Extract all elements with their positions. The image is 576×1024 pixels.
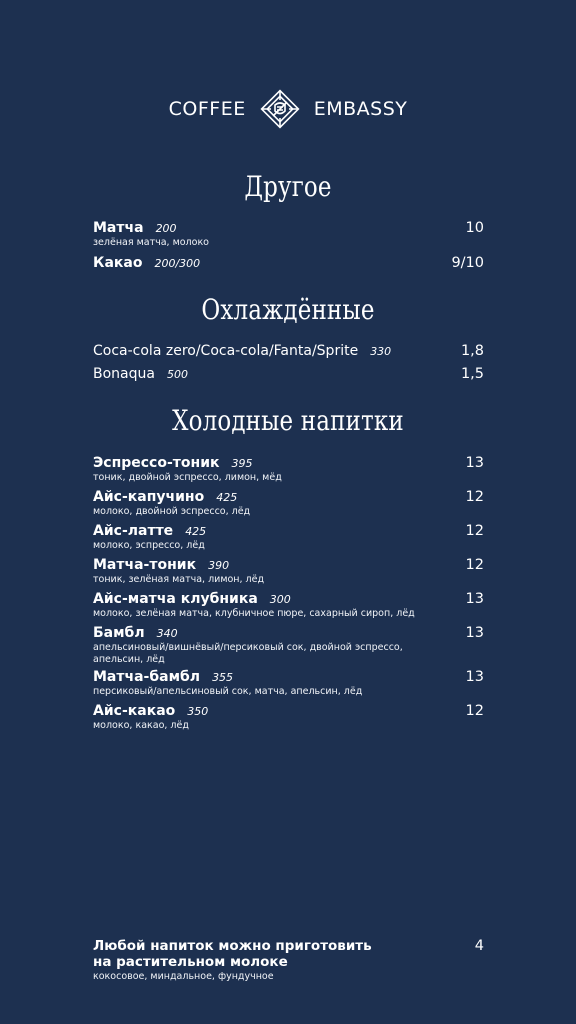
- plant-milk-note-title: Любой напиток можно приготовить на растительном молоке: [93, 938, 372, 970]
- brand-logo: [0, 86, 576, 132]
- item-description: тоник, зелёная матча, лимон, лёд: [93, 574, 265, 585]
- item-price: 13: [465, 591, 484, 607]
- item-price: 13: [465, 625, 484, 641]
- item-price: 12: [465, 489, 484, 505]
- coffee-embassy-emblem-icon: [258, 87, 302, 131]
- item-volume: 355: [212, 671, 234, 684]
- item-name: Айс-какао: [93, 703, 176, 719]
- menu-item: [93, 591, 484, 620]
- item-name: Айс-латте: [93, 523, 174, 539]
- item-volume: 300: [269, 593, 291, 606]
- item-description: молоко, какао, лёд: [93, 720, 189, 731]
- brand-word-right: EMBASSY: [313, 98, 408, 120]
- item-price: 12: [465, 703, 484, 719]
- item-description: апельсиновый/вишнёвый/персиковый сок, двойной эспрессо, апельсин, лёд: [93, 642, 403, 665]
- menu-item: [93, 625, 484, 665]
- item-volume: 350: [187, 705, 209, 718]
- section-title-chilled: Охлаждённые: [201, 293, 375, 326]
- item-name: Coca-cola zero/Coca-cola/Fanta/Sprite: [93, 343, 359, 359]
- menu-item: [93, 455, 484, 484]
- item-name: Какао: [93, 255, 143, 271]
- plant-milk-price: 4: [474, 938, 484, 954]
- item-volume: 340: [156, 627, 178, 640]
- item-description: молоко, эспрессо, лёд: [93, 540, 205, 551]
- item-description: молоко, двойной эспрессо, лёд: [93, 506, 251, 517]
- menu-item: [93, 489, 484, 518]
- item-price: 9/10: [451, 255, 484, 271]
- section-title-cold-drinks: Холодные напитки: [172, 404, 404, 437]
- item-name: Айс-капучино: [93, 489, 205, 505]
- item-volume: 500: [166, 368, 188, 381]
- item-price: 12: [465, 557, 484, 573]
- menu-item: [93, 523, 484, 552]
- menu-item: [93, 343, 484, 359]
- item-volume: 395: [231, 457, 253, 470]
- plant-milk-note: [93, 938, 484, 983]
- item-description: зелёная матча, молоко: [93, 237, 209, 248]
- menu-item: [93, 703, 484, 732]
- menu-item: [93, 557, 484, 586]
- item-volume: 200: [155, 222, 177, 235]
- item-price: 13: [465, 455, 484, 471]
- item-price: 10: [465, 220, 484, 236]
- menu-item: [93, 255, 484, 271]
- item-price: 12: [465, 523, 484, 539]
- item-name: Матча: [93, 220, 144, 236]
- section-title-other: Другое: [244, 170, 332, 203]
- item-volume: 425: [185, 525, 207, 538]
- plant-milk-options: кокосовое, миндальное, фундучное: [93, 971, 274, 982]
- item-volume: 425: [216, 491, 238, 504]
- item-volume: 200/300: [154, 257, 201, 270]
- item-price: 1,5: [460, 366, 484, 382]
- item-description: персиковый/апельсиновый сок, матча, апельсин, лёд: [93, 686, 363, 697]
- item-price: 13: [465, 669, 484, 685]
- item-name: Bonaqua: [93, 366, 155, 382]
- item-volume: 330: [370, 345, 392, 358]
- item-name: Матча-тоник: [93, 557, 197, 573]
- item-name: Матча-бамбл: [93, 669, 201, 685]
- item-name: Айс-матча клубника: [93, 591, 258, 607]
- menu-item: [93, 220, 484, 249]
- item-price: 1,8: [460, 343, 484, 359]
- menu-item: [93, 669, 484, 698]
- item-description: тоник, двойной эспрессо, лимон, мёд: [93, 472, 282, 483]
- item-volume: 390: [208, 559, 230, 572]
- item-name: Эспрессо-тоник: [93, 455, 220, 471]
- brand-word-left: COFFEE: [168, 98, 246, 120]
- item-description: молоко, зелёная матча, клубничное пюре, сахарный сироп, лёд: [93, 608, 415, 619]
- menu-item: [93, 366, 484, 382]
- item-name: Бамбл: [93, 625, 145, 641]
